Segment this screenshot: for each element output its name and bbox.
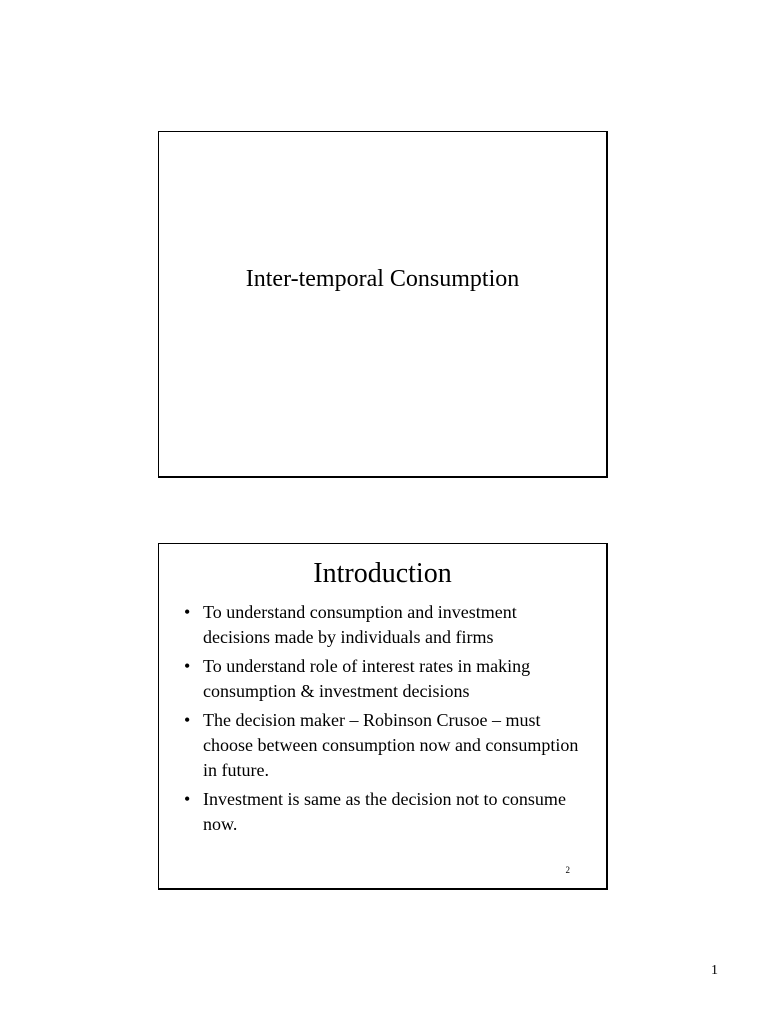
bullet-marker: • — [184, 656, 191, 676]
bullet-marker: • — [184, 789, 191, 809]
bullet-item — [184, 708, 584, 783]
bullet-item — [184, 600, 584, 650]
bullet-marker: • — [184, 710, 191, 730]
bullet-text: To understand role of interest rates in making consumption & investment decisions — [203, 656, 531, 701]
bullet-text: The decision maker – Robinson Crusoe – must choose between consumption now and consumption in future. — [203, 710, 579, 780]
slide-2 — [158, 543, 608, 890]
bullet-text: To understand consumption and investment decisions made by individuals and firms — [203, 602, 517, 647]
bullet-item — [184, 787, 584, 837]
slide-1 — [158, 131, 608, 478]
slide-2-title: Introduction — [313, 558, 452, 589]
slide-number: 2 — [565, 865, 570, 875]
bullet-text: Investment is same as the decision not to consume now. — [203, 789, 566, 834]
slide-1-title: Inter-temporal Consumption — [245, 266, 520, 292]
bullet-marker: • — [184, 602, 191, 622]
page-number: 1 — [711, 963, 718, 978]
bullet-list — [184, 600, 584, 841]
bullet-item — [184, 654, 584, 704]
